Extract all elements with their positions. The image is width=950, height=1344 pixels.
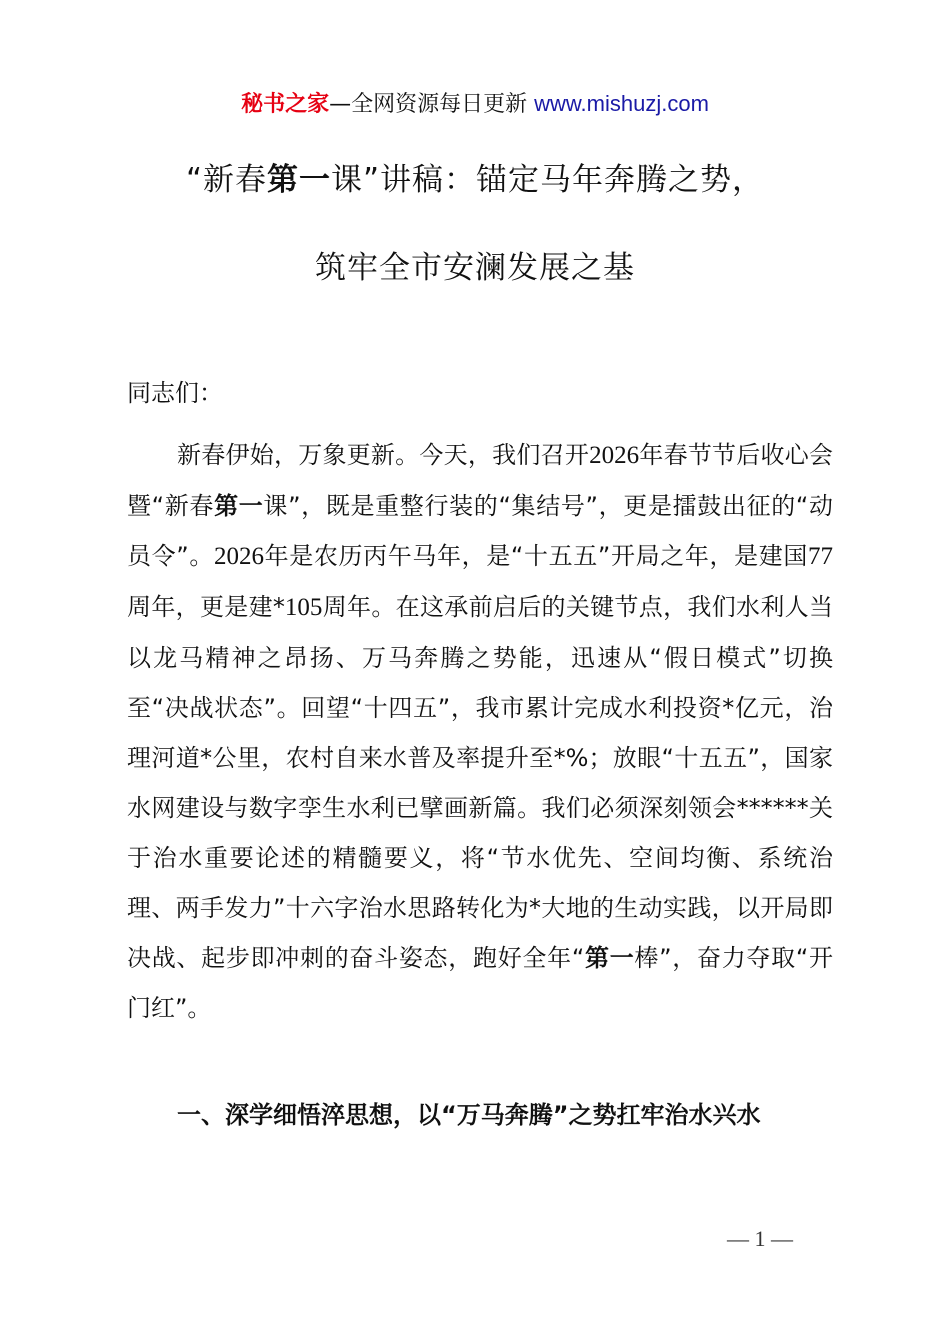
document-title-line-1 [0, 160, 950, 200]
paragraph-number: 2026 [589, 442, 640, 469]
site-brand: 秘书之家 [241, 92, 330, 117]
paragraph-text: 年是农历丙午马年，是“十五五”开局之年，是建国 [263, 542, 808, 570]
site-header [0, 88, 950, 121]
paragraph-bold-text: 第一 [584, 944, 635, 972]
document-title-line-2: 筑牢全市安澜发展之基 [315, 250, 635, 286]
title-text: 课”讲稿：锚定马年奔腾之势， [331, 162, 765, 198]
site-tagline: —全网资源每日更新 [329, 92, 535, 117]
paragraph-text: 周年，更是建* [127, 593, 285, 621]
site-url-link[interactable]: www.mishuzj.com [534, 91, 709, 116]
body-paragraph [127, 430, 833, 1033]
paragraph-text: 课”，既是重整行装的“集结号”，更是擂鼓出征的“动员令”。 [127, 492, 834, 570]
paragraph-text: 年春节节后收心会暨“新春 [127, 441, 834, 520]
page-number: — 1 — [727, 1226, 793, 1251]
paragraph-number: 77 [808, 543, 833, 570]
paragraph-text: 周年。在这承前启后的关键节点，我们水利人当以龙马精神之昂扬、万马奔腾之势能，迅速从“假日模式”切换至“决战状态”。回望“十四五”，我市累计完成水利投资*亿元，治理河道*公里，农村自来水普及率提升至*%；放眼“十五五”，国家水网建设与数字孪生水利已擘画新篇。我们必须深刻领会******关于治水重要论述的精髓要义，将“节水优先、空间均衡、系统治理、两手发力”十六字治水思路转化为*大地的生动实践，以开局即决战、起步即冲刺的奋斗姿态，跑好全年“ [127, 593, 834, 972]
section-heading: 一、深学细悟淬思想，以“万马奔腾”之势扛牢治水兴水 [177, 1101, 761, 1129]
title-text: “新春 [185, 162, 267, 198]
paragraph-text: 新春伊始，万象更新。今天，我们召开 [177, 441, 590, 469]
greeting: 同志们： [127, 379, 223, 407]
paragraph-text: 棒”，奋力夺取“开门红”。 [127, 944, 833, 1022]
title-bold-text: 第一 [267, 162, 331, 198]
paragraph-number: 105 [284, 594, 323, 621]
paragraph-bold-text: 第一 [214, 492, 264, 520]
paragraph-number: 2026 [213, 543, 264, 570]
